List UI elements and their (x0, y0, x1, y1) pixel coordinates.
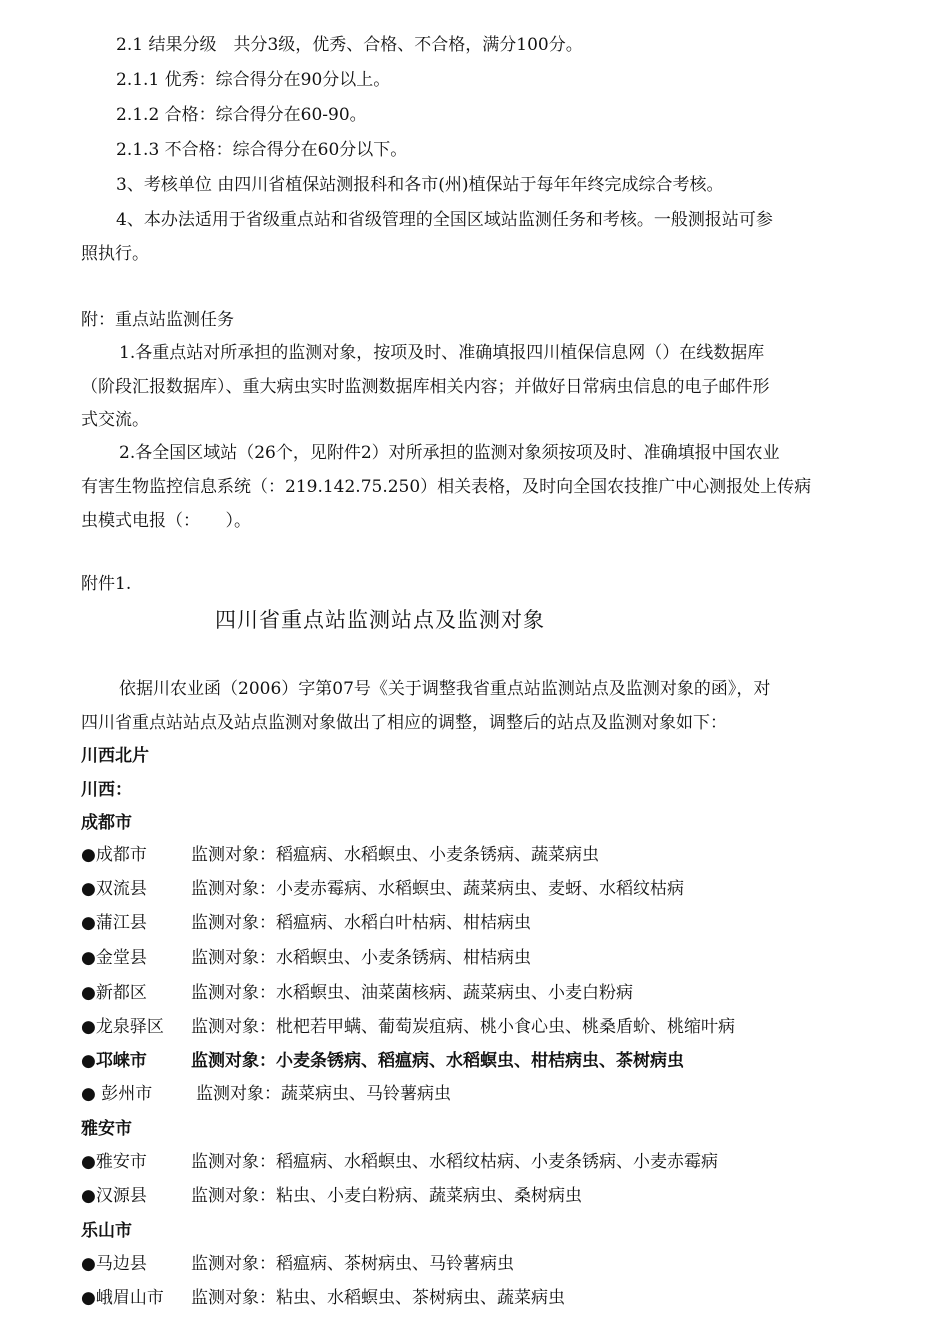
appendix-heading: 附：重点站监测任务 (81, 310, 234, 330)
station-name: ●成都市 (81, 845, 147, 865)
station-objects: 监测对象：稻瘟病、茶树病虫、马铃薯病虫 (191, 1254, 514, 1274)
intro-line-1: 依据川农业函（2006）字第07号《关于调整我省重点站监测站点及监测对象的函》，对 (119, 679, 771, 699)
station-name: ●双流县 (81, 879, 147, 899)
station-objects: 监测对象：枇杷若甲螨、葡萄炭疽病、桃小食心虫、桃桑盾蚧、桃缩叶病 (191, 1017, 735, 1037)
task-1-line-3: 式交流。 (81, 410, 149, 430)
city-heading-chengdu: 成都市 (81, 813, 132, 833)
scope-line-1: 4、本办法适用于省级重点站和省级管理的全国区域站监测任务和考核。一般测报站可参 (116, 210, 773, 230)
station-row (81, 1083, 451, 1105)
station-objects: 监测对象：小麦赤霉病、水稻螟虫、蔬菜病虫、麦蚜、水稻纹枯病 (191, 879, 684, 899)
grading-pass: 2.1.2 合格：综合得分在60-90。 (116, 105, 367, 125)
grading-fail: 2.1.3 不合格：综合得分在60分以下。 (116, 140, 408, 160)
region-heading: 川西北片 (81, 746, 149, 766)
station-name: ●蒲江县 (81, 913, 147, 933)
station-name: ●峨眉山市 (81, 1288, 164, 1308)
station-row (81, 947, 531, 969)
city-heading-yaan: 雅安市 (81, 1119, 132, 1139)
assessment-unit: 3、考核单位 由四川省植保站测报科和各市(州)植保站于每年年终完成综合考核。 (116, 175, 724, 195)
station-row (81, 1185, 582, 1207)
station-objects: 监测对象：水稻螟虫、油菜菌核病、蔬菜病虫、小麦白粉病 (191, 983, 633, 1003)
station-objects: 监测对象：蔬菜病虫、马铃薯病虫 (196, 1084, 451, 1104)
station-objects: 监测对象：粘虫、小麦白粉病、蔬菜病虫、桑树病虫 (191, 1186, 582, 1206)
grading-line: 2.1 结果分级 共分3级，优秀、合格、不合格，满分100分。 (116, 35, 583, 55)
station-objects: 监测对象：稻瘟病、水稻螟虫、小麦条锈病、蔬菜病虫 (191, 845, 599, 865)
station-name: ●龙泉驿区 (81, 1017, 164, 1037)
station-name: ● 彭州市 (81, 1084, 153, 1104)
station-row (81, 912, 531, 934)
station-name: ●汉源县 (81, 1186, 147, 1206)
station-row (81, 878, 684, 900)
intro-line-2: 四川省重点站站点及站点监测对象做出了相应的调整，调整后的站点及监测对象如下： (81, 713, 727, 733)
task-2-line-1: 2.各全国区域站（26个，见附件2）对所承担的监测对象须按项及时、准确填报中国农业 (119, 443, 780, 463)
grading-excellent: 2.1.1 优秀：综合得分在90分以上。 (116, 70, 391, 90)
task-2-line-2: 有害生物监控信息系统（：219.142.75.250）相关表格，及时向全国农技推广中心测报处上传病 (81, 477, 812, 497)
subregion-heading: 川西： (81, 780, 132, 800)
task-1-line-2: （阶段汇报数据库）、重大病虫实时监测数据库相关内容；并做好日常病虫信息的电子邮件形 (81, 377, 770, 397)
attachment-title: 四川省重点站监测站点及监测对象 (215, 608, 545, 632)
station-name: ●雅安市 (81, 1152, 147, 1172)
task-1-line-1: 1.各重点站对所承担的监测对象，按项及时、准确填报四川植保信息网（）在线数据库 (119, 343, 765, 363)
station-objects: 监测对象：粘虫、水稻螟虫、茶树病虫、蔬菜病虫 (191, 1288, 565, 1308)
station-row (81, 844, 599, 866)
station-objects: 监测对象：小麦条锈病、稻瘟病、水稻螟虫、柑桔病虫、茶树病虫 (191, 1051, 684, 1071)
station-row (81, 1151, 718, 1173)
city-heading-leshan: 乐山市 (81, 1221, 132, 1241)
station-name: ●新都区 (81, 983, 147, 1003)
task-2-line-3: 虫模式电报（： ）。 (81, 511, 251, 531)
station-row (81, 1050, 684, 1072)
station-row (81, 1253, 514, 1275)
station-row (81, 982, 633, 1004)
station-name: ●邛崃市 (81, 1051, 147, 1071)
station-objects: 监测对象：稻瘟病、水稻螟虫、水稻纹枯病、小麦条锈病、小麦赤霉病 (191, 1152, 718, 1172)
station-objects: 监测对象：水稻螟虫、小麦条锈病、柑桔病虫 (191, 948, 531, 968)
station-row (81, 1287, 565, 1309)
station-name: ●马边县 (81, 1254, 147, 1274)
station-name: ●金堂县 (81, 948, 147, 968)
station-row (81, 1016, 735, 1038)
station-objects: 监测对象：稻瘟病、水稻白叶枯病、柑桔病虫 (191, 913, 531, 933)
attachment-label: 附件1. (81, 574, 132, 594)
scope-line-2: 照执行。 (81, 244, 149, 264)
